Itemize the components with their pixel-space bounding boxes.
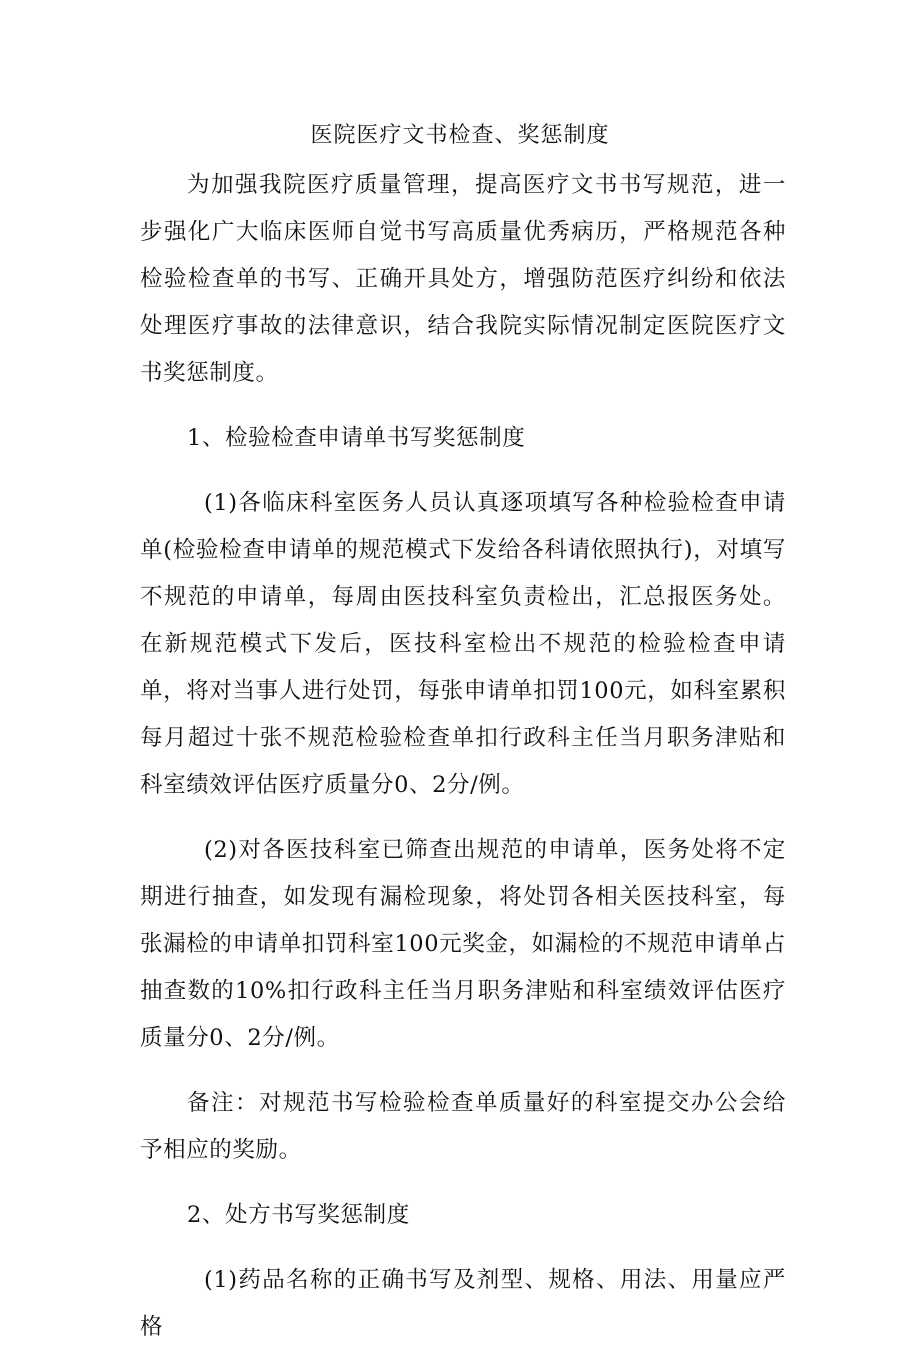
spacer xyxy=(140,1174,786,1192)
section1-item1: (1)各临床科室医务人员认真逐项填写各种检验检查申请单(检验检查申请单的规范模式下发给各科请依照执行)，对填写不规范的申请单，每周由医技科室负责检出，汇总报医务处。在新规范模式下发后，医技科室检出不规范的检验检查申请单，将对当事人进行处罚，每张申请单扣罚100元，如科室累积每月超过十张不规范检验检查单扣行政科主任当月职务津贴和科室绩效评估医疗质量分0、2分/例。 xyxy=(140,490,786,798)
spacer xyxy=(140,1062,786,1080)
intro-paragraph: 为加强我院医疗质量管理，提高医疗文书书写规范，进一步强化广大临床医师自觉书写高质量优秀病历，严格规范各种检验检查单的书写、正确开具处方，增强防范医疗纠纷和依法处理医疗事故的法律意识，结合我院实际情况制定医院医疗文书奖惩制度。 xyxy=(140,172,786,386)
section1-note: 备注：对规范书写检验检查单质量好的科室提交办公会给予相应的奖励。 xyxy=(140,1090,786,1163)
section2-item1: (1)药品名称的正确书写及剂型、规格、用法、用量应严格 xyxy=(140,1267,786,1340)
section1-heading: 1、检验检查申请单书写奖惩制度 xyxy=(187,425,526,451)
spacer xyxy=(140,1239,786,1257)
section2-heading: 2、处方书写奖惩制度 xyxy=(187,1202,410,1228)
section1-item2: (2)对各医技科室已筛查出规范的申请单，医务处将不定期进行抽查，如发现有漏检现象，将处罚各相关医技科室，每张漏检的申请单扣罚科室100元奖金，如漏检的不规范申请单占抽查数的10%扣行政科主任当月职务津贴和科室绩效评估医疗质量分0、2分/例。 xyxy=(140,837,786,1051)
document-body xyxy=(140,162,786,1351)
document-title: 医院医疗文书检查、奖惩制度 xyxy=(310,123,610,148)
spacer xyxy=(140,809,786,827)
spacer xyxy=(140,397,786,415)
spacer xyxy=(140,462,786,480)
